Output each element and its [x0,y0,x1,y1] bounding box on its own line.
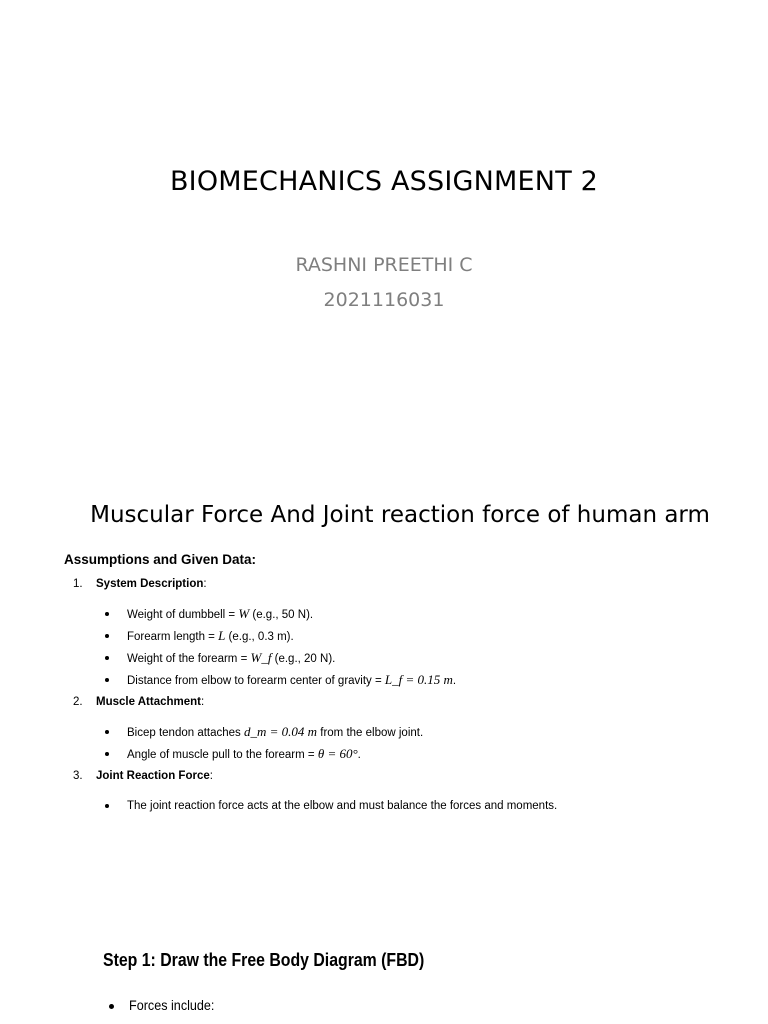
list-item: Angle of muscle pull to the forearm = θ = 60°. [64,743,754,765]
assumptions-title: Assumptions and Given Data: [64,552,257,567]
step-heading: Step 1: Draw the Free Body Diagram (FBD) [103,950,425,970]
list-item: Weight of the forearm = W_f (e.g., 20 N). [64,647,754,669]
bullet-icon [105,730,109,734]
item-label: Joint Reaction Force: [96,770,213,782]
student-id: 2021116031 [323,289,445,311]
item-label: Muscle Attachment: [96,696,205,708]
bullet-icon [105,612,109,616]
list-item: Forearm length = L (e.g., 0.3 m). [64,625,754,647]
list-item: The joint reaction force acts at the elbow and must balance the forces and moments. [64,795,754,817]
bullet-icon [105,656,109,660]
assumptions-block [64,552,754,817]
bullet-icon [109,1004,114,1009]
item-number: 3. [73,770,83,782]
bullet-icon [105,634,109,638]
author-name: RASHNI PREETHI C [295,254,473,276]
item-number: 2. [73,696,83,708]
list-item: Distance from elbow to forearm center of gravity = L_f = 0.15 m. [64,669,754,691]
numbered-item [64,691,754,713]
bullet-icon [105,752,109,756]
numbered-item [64,573,754,595]
list-item: Weight of dumbbell = W (e.g., 50 N). [64,603,754,625]
bullet-icon [105,804,109,808]
section-heading: Muscular Force And Joint reaction force of human arm [90,502,710,528]
item-number: 1. [73,578,83,590]
item-label: System Description: [96,578,207,590]
bullet-icon [105,678,109,682]
list-item: Bicep tendon attaches d_m = 0.04 m from the elbow joint. [64,721,754,743]
numbered-item [64,765,754,787]
list-item: Forces include: [129,997,215,1013]
document-title: BIOMECHANICS ASSIGNMENT 2 [169,166,599,197]
